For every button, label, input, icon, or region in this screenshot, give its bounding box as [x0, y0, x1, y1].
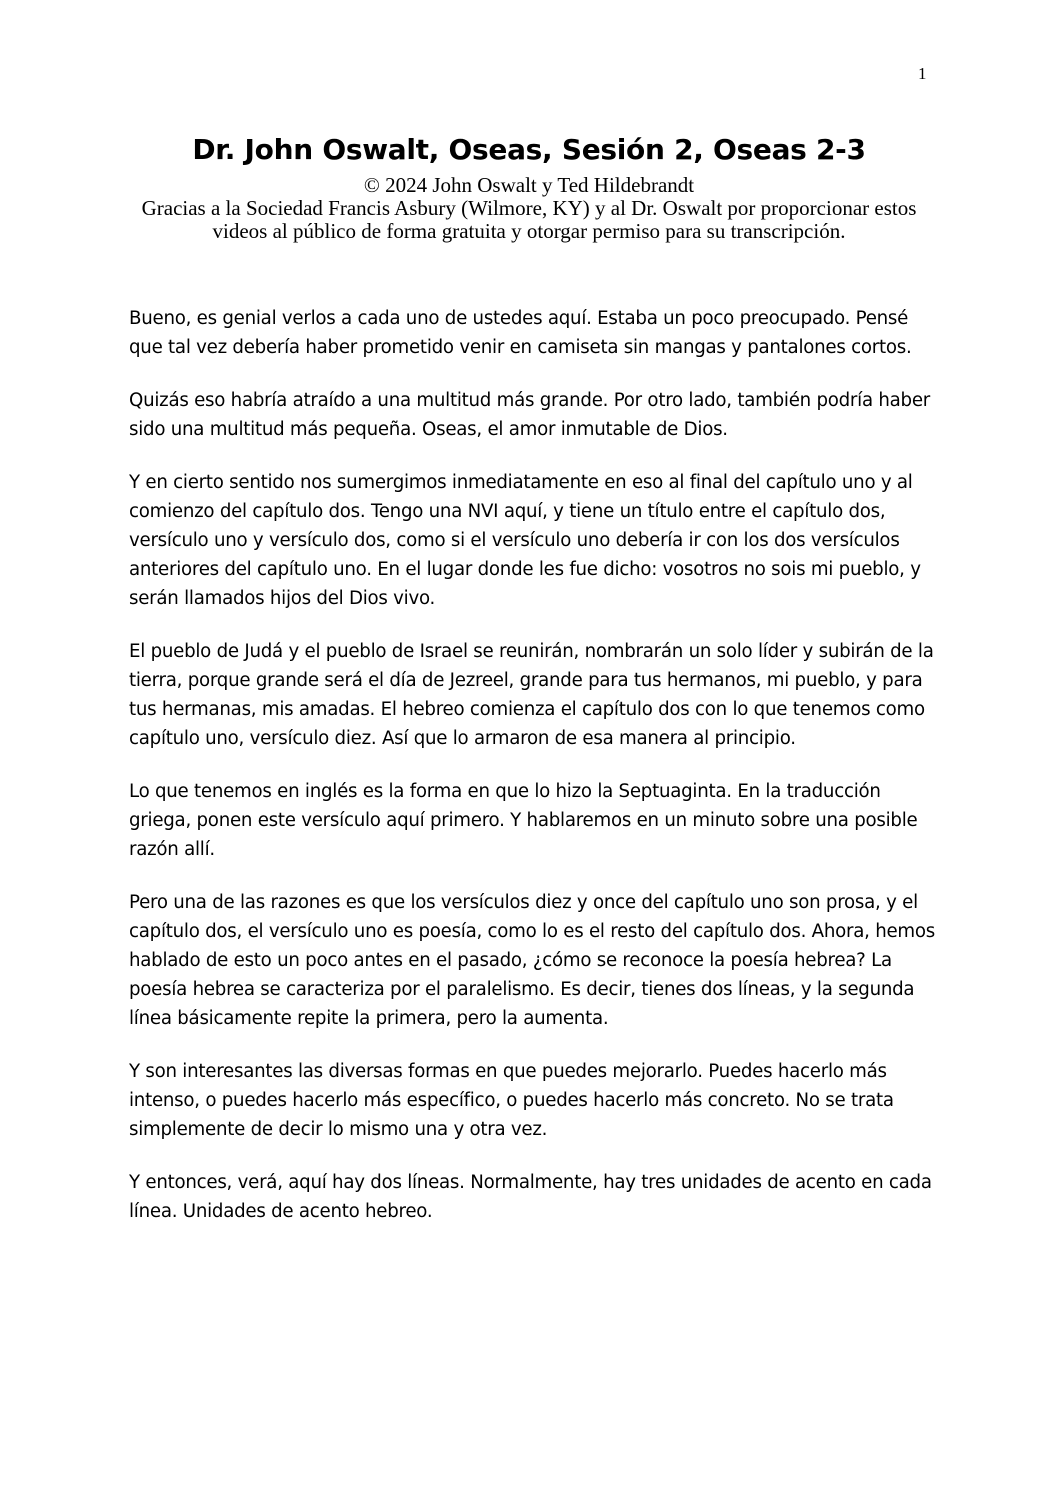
paragraph: Lo que tenemos en inglés es la forma en que lo hizo la Septuaginta. En la traducción griega, ponen este versículo aquí primero. Y hablaremos en un minuto sobre una posible razón allí. — [129, 781, 918, 860]
paragraph: Bueno, es genial verlos a cada uno de ustedes aquí. Estaba un poco preocupado. Pensé que tal vez debería haber prometido venir en camiseta sin mangas y pantalones cortos. — [129, 308, 912, 358]
transcript-body — [129, 304, 939, 1250]
document-title: Dr. John Oswalt, Oseas, Sesión 2, Oseas 2-3 — [192, 133, 866, 166]
paragraph: Y son interesantes las diversas formas en que puedes mejorarlo. Puedes hacerlo más intenso, o puedes hacerlo más específico, o puedes hacerlo más concreto. No se trata simplemente de decir lo mismo una y otra vez. — [129, 1061, 894, 1140]
paragraph: El pueblo de Judá y el pueblo de Israel se reunirán, nombrarán un solo líder y subirán de la tierra, porque grande será el día de Jezreel, grande para tus hermanos, mi pueblo, y para tus hermanas, mis amadas. El hebreo comienza el capítulo dos con lo que tenemos como capítulo uno, versículo diez. Así que lo armaron de esa manera al principio. — [129, 641, 934, 749]
paragraph: Y en cierto sentido nos sumergimos inmediatamente en eso al final del capítulo uno y al comienzo del capítulo dos. Tengo una NVI aquí, y tiene un título entre el capítulo dos, versículo uno y versículo dos, como si el versículo uno debería ir con los dos versículos anteriores del capítulo uno. En el lugar donde les fue dicho: vosotros no sois mi pueblo, y serán llamados hijos del Dios vivo. — [129, 472, 921, 609]
page-number: 1 — [918, 64, 927, 83]
acknowledgment-text: Gracias a la Sociedad Francis Asbury (Wilmore, KY) y al Dr. Oswalt por proporcionar estos videos al público de forma gratuita y otorgar permiso para su transcripción. — [141, 196, 917, 243]
paragraph: Quizás eso habría atraído a una multitud más grande. Por otro lado, también podría haber sido una multitud más pequeña. Oseas, el amor inmutable de Dios. — [129, 390, 931, 440]
paragraph: Y entonces, verá, aquí hay dos líneas. Normalmente, hay tres unidades de acento en cada línea. Unidades de acento hebreo. — [129, 1172, 932, 1222]
copyright-line: © 2024 John Oswalt y Ted Hildebrandt — [363, 173, 695, 197]
header-credits — [120, 174, 938, 243]
paragraph: Pero una de las razones es que los versículos diez y once del capítulo uno son prosa, y el capítulo dos, el versículo uno es poesía, como lo es el resto del capítulo dos. Ahora, hemos hablado de esto un poco antes en el pasado, ¿cómo se reconoce la poesía hebrea? La poesía hebrea se caracteriza por el paralelismo. Es decir, tienes dos líneas, y la segunda línea básicamente repite la primera, pero la aumenta. — [129, 892, 935, 1029]
